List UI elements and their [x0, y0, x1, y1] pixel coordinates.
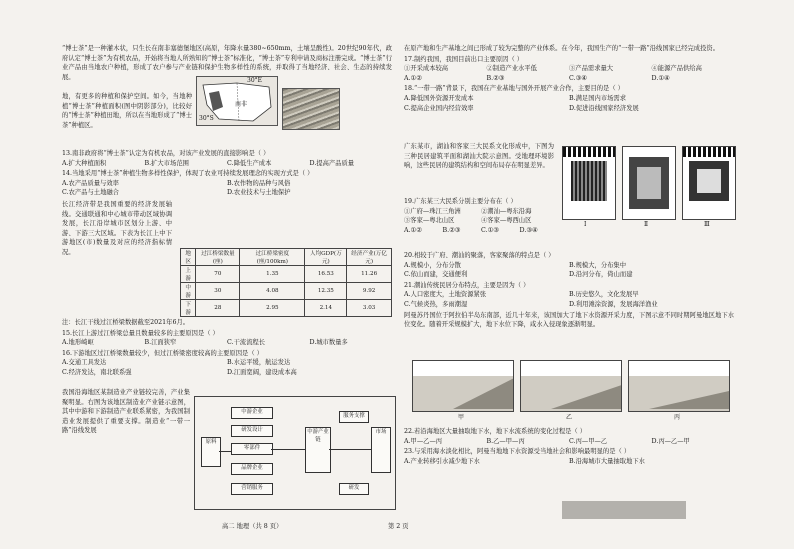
q15-option-d[interactable]: D.城市数量多: [309, 339, 348, 347]
intro-paragraph: “博士茶”是一种灌木状，只生长在南非塞德堡地区(高原，年降水量380~650mm，土壤呈酸性)。20世纪90年代，政府认定“博士茶”为有机农品，开始将当地人所熟知的“博士茶”标准化，“博士茶”专利申请及商标注册完成。“博士茶”行业产品由当地农户种植，形成了农户参与产业链和保护生物多样性的系统，并取得了当地经济、社会、生态的持续发展。: [62, 45, 392, 81]
q22-option-d[interactable]: D.丙—乙—甲: [651, 437, 690, 445]
right-column-top: [404, 44, 734, 113]
passage-oman: 阿曼苏丹国位于阿拉伯半岛东南部，近几十年来，该国加大了地下水资源开采力度，下图示意不同时期阿曼地区地下水位变化。随着开采规模扩大，地下水位下降，咸水入侵现象逐渐明显。: [404, 311, 734, 329]
q21-options: [404, 290, 734, 309]
q19-option-a[interactable]: A.①②: [404, 226, 422, 234]
table-row: [181, 266, 392, 283]
q20-option-d[interactable]: D.沿河分布，倚山而建: [569, 271, 633, 279]
q18-option-c[interactable]: C.提高企业国内经营效率: [404, 104, 474, 112]
footer-right: 第 2 页: [388, 523, 409, 530]
q15-option-a[interactable]: A.地形崎岖: [62, 339, 94, 347]
flow-node-raw: 原料: [201, 437, 221, 467]
q22-option-b[interactable]: B.乙—甲—丙: [486, 437, 525, 445]
panel-label-jia: 甲: [458, 414, 465, 421]
q14-option-a[interactable]: A.农产品质量与效率: [62, 179, 119, 187]
question-21: 21.潮汕传统民居分布特点，主要是因为（ ）: [404, 281, 530, 289]
q14-option-b[interactable]: B.农作物的品种与风俗: [227, 179, 291, 187]
q21-option-c[interactable]: C.气候炎热，多雨潮湿: [404, 300, 468, 308]
bridge-table: [180, 248, 392, 317]
q19-statement: ①广府—珠江三角洲: [404, 207, 461, 215]
flow-node-mid: 中游企业: [231, 407, 273, 419]
q23-options: [404, 457, 734, 467]
q13-option-b[interactable]: B.扩大市场范围: [144, 159, 189, 167]
table-cell: 4.08: [240, 283, 305, 300]
passage-guangdong: 广东某市，湖汕和客家三大民系文化形成中，下图为三种民居建筑平面和湖汕大院示意图。受地理环境影响，这些民居的建筑结构和空间布局存在明显差异。: [404, 143, 554, 170]
dwelling-panel-1: [562, 146, 616, 220]
table-cell: 28: [196, 300, 240, 317]
q13-option-d[interactable]: D.提高产品质量: [309, 159, 355, 167]
q21-option-b[interactable]: B.历史悠久，文化发展早: [569, 291, 639, 299]
q23-option-b[interactable]: B.沿海城市大量抽取地下水: [569, 457, 645, 465]
q17-statement: ①开采成本较高: [404, 65, 449, 73]
q17-statement: ②制造产业水平低: [486, 65, 537, 73]
q19-option-b[interactable]: B.②③: [442, 226, 461, 234]
map-label-lon: 30°E: [247, 77, 263, 84]
q14-option-d[interactable]: D.农业技术与土地保护: [227, 189, 291, 197]
question-16: 16.下游地区过江桥梁数量较少，但过江桥梁密度较高的主要原因是（ ）: [62, 349, 263, 357]
rooibos-field-photo: [282, 88, 340, 130]
table-cell: 3.03: [347, 300, 392, 317]
q18-option-b[interactable]: B.满足国内市场需求: [569, 94, 627, 102]
flow-node-parts: 零部件: [231, 443, 273, 455]
q15-option-b[interactable]: B.江面狭窄: [144, 339, 177, 347]
q17-options: [404, 74, 734, 84]
groundwater-panels: [412, 360, 732, 422]
question-22: 22.若沿海地区大量抽取地下水，地下水流系统的变化过程是（ ）: [404, 428, 587, 435]
flow-node-brand: 品牌企业: [231, 463, 273, 475]
side-text: 地，有更多的种植和保护空间。如今，当地种植“博士茶”种植面积(图中阴影部分)，比较好的“博士茶”种植田地，所以在当地形成了“博士茶”种植区。: [62, 93, 192, 129]
map-label-country: 南非: [235, 101, 248, 108]
table-cell: 中游: [181, 283, 196, 300]
q15-options: [62, 338, 392, 348]
south-africa-map: [196, 76, 278, 126]
q13-option-c[interactable]: C.降低生产成本: [227, 159, 272, 167]
flow-node-market: 市场: [371, 427, 391, 473]
q23-option-a[interactable]: A.产业转移引水减少地下水: [404, 457, 480, 465]
flow-node-rd: 研发设计: [231, 425, 273, 437]
table-header: 人均GDP(万元): [305, 249, 347, 266]
dwelling-label-3: Ⅲ: [704, 221, 710, 228]
q13-14-block: [62, 148, 392, 258]
q20-21-block: [404, 250, 734, 330]
q15-16-block: [62, 318, 392, 378]
table-cell: 1.35: [240, 266, 305, 283]
dwelling-figures: [562, 140, 734, 230]
q22-option-c[interactable]: C.丙—甲—乙: [569, 437, 608, 445]
q18-options: [404, 94, 734, 113]
question-17: 17.制约我国，我国目前出口主要原因（ ）: [404, 55, 524, 63]
q15-option-c[interactable]: C.干流流程长: [227, 339, 266, 347]
redaction-box: [562, 501, 686, 519]
q21-option-a[interactable]: A.人口密度大，土地资源紧张: [404, 291, 487, 299]
table-cell: 2.95: [240, 300, 305, 317]
passage-yangtze: 长江经济带是我国重要的经济发展轴线。交通联通和中心城市带动区域协调发展，长江沿岸城市区划分上游、中游、下游三大区域。下表为长江上中下游地区(市)数量及对应的经济指标情况。: [62, 200, 172, 256]
table-header: 过江桥梁数量(座): [196, 249, 240, 266]
q16-option-b[interactable]: B.水运平缓，航运发达: [227, 359, 291, 367]
q14-options: [62, 179, 392, 198]
question-19: 19.广东某三大民系分别主要分布在（ ）: [404, 198, 517, 205]
table-cell: 12.35: [305, 283, 347, 300]
q17-statement: ④能源产品供给高: [651, 65, 702, 73]
q19-option-c[interactable]: C.①③: [481, 226, 499, 234]
industry-chain-diagram: [194, 396, 396, 510]
q20-option-a[interactable]: A.规模小，分布分散: [404, 261, 461, 269]
question-14: 14.当地采用“博士茶”种植生物多样性保护，体现了农业可持续发展理念的实现方式是（ ）: [62, 170, 314, 178]
q19-option-d[interactable]: D.③④: [519, 226, 538, 234]
panel-label-yi: 乙: [566, 414, 573, 421]
q19-statement: ③客家—粤北山区: [404, 217, 455, 225]
passage-manufacturing: 我国沿海地区某制造业产业链较完善，产业集聚明显。右图为该地区制造业产业链示意图，其中中游和下游制造产业联系紧密，为我国制造业发展提供了重要支撑。制造业“一带一路”沿线发展: [62, 389, 190, 435]
q22-23-block: [404, 426, 734, 466]
q16-option-a[interactable]: A.交通工具发达: [62, 359, 107, 367]
table-note: 注：长江干线过江桥梁数据截至2021年6月。: [62, 319, 190, 326]
table-cell: 16.53: [305, 266, 347, 283]
q20-option-c[interactable]: C.依山而建，交通便利: [404, 271, 468, 279]
panel-label-bing: 丙: [674, 414, 681, 421]
table-header-row: [181, 249, 392, 266]
dwelling-panel-2: [622, 146, 676, 220]
question-15: 15.长江上游过江桥梁总量且数量较多的主要原因是（ ）: [62, 329, 219, 337]
table-header: 过江桥梁密度(座/100km): [240, 249, 305, 266]
q18-option-a[interactable]: A.降低国外资源开发成本: [404, 94, 474, 102]
table-row: [181, 283, 392, 300]
q20-option-b[interactable]: B.规模大，分布集中: [569, 261, 627, 269]
table-header: 经济产业(万亿元): [347, 249, 392, 266]
table-cell: 2.14: [305, 300, 347, 317]
question-18: 18.“一带一路”背景下，我国在产业基地与国外开展产业合作，主要目的是（ ）: [404, 85, 624, 93]
map-label-lat: 30°S: [199, 115, 214, 122]
q21-option-d[interactable]: D.利用滩涂资源，发展海洋渔业: [569, 300, 658, 308]
groundwater-panel-3: [628, 360, 730, 412]
q18-option-d[interactable]: D.促进沿线国家经济发展: [569, 104, 639, 112]
q17-option-c[interactable]: C.③④: [569, 74, 587, 82]
flow-node-sales: 营销服务: [231, 483, 273, 495]
q17-statements: [404, 64, 734, 74]
question-20: 20.相较于广府、潮汕的聚落，客家聚落的特点是（ ）: [404, 252, 555, 259]
table-row: [181, 300, 392, 317]
q19-statement: ②潮汕—粤东沿海: [481, 207, 532, 215]
table-cell: 9.92: [347, 283, 392, 300]
q19-statements: [404, 207, 558, 226]
q13-option-a[interactable]: A.扩大种植面积: [62, 159, 107, 167]
q16-option-c[interactable]: C.经济发达，南北联系强: [62, 368, 132, 376]
question-23: 23.与采用海水淡化相比，阿曼当地地下水资源受当地社会和影响最明显的是（ ）: [404, 448, 631, 456]
q17-option-a[interactable]: A.①②: [404, 74, 422, 82]
dwelling-panel-3: [682, 146, 736, 220]
q16-options: [62, 358, 392, 377]
table-cell: 30: [196, 283, 240, 300]
groundwater-panel-1: [412, 360, 514, 412]
q16-option-d[interactable]: D.江面宽阔，建设成本高: [227, 368, 297, 376]
q19-statement: ④客家—粤西山区: [481, 217, 532, 225]
flow-node-research: 研发: [339, 483, 369, 495]
groundwater-panel-2: [520, 360, 622, 412]
flow-node-service: 服务支撑: [339, 411, 369, 423]
right-intro: 在原产地和生产基地之间已形成了较为完整的产业体系。在今年，我国生产的“一带一路”沿线国家已经完成投资。: [404, 45, 719, 52]
q22-option-a[interactable]: A.甲—乙—丙: [404, 437, 443, 445]
table-header: 地区: [181, 249, 196, 266]
table-cell: 上游: [181, 266, 196, 283]
q17-option-b[interactable]: B.②③: [486, 74, 505, 82]
q19-options: [404, 226, 558, 236]
table-cell: 下游: [181, 300, 196, 317]
dwelling-label-1: Ⅰ: [584, 221, 587, 228]
q13-options: [62, 159, 392, 169]
flow-node-chain: 中游产业链: [305, 427, 331, 473]
q19-block: [404, 196, 558, 235]
dwelling-label-2: Ⅱ: [644, 221, 649, 228]
table-cell: 11.26: [347, 266, 392, 283]
q17-statement: ③产品需求量大: [569, 65, 614, 73]
question-13: 13.南非政府将“博士茶”认定为有机农品，对该产业发展的直接影响是（ ）: [62, 150, 270, 157]
table-cell: 70: [196, 266, 240, 283]
q20-options: [404, 261, 734, 280]
footer-left: 高二 地理（共 8 页）: [222, 523, 283, 530]
q17-option-d[interactable]: D.①④: [651, 74, 670, 82]
q22-options: [404, 437, 734, 447]
q14-option-c[interactable]: C.农产品与土地融合: [62, 189, 119, 197]
